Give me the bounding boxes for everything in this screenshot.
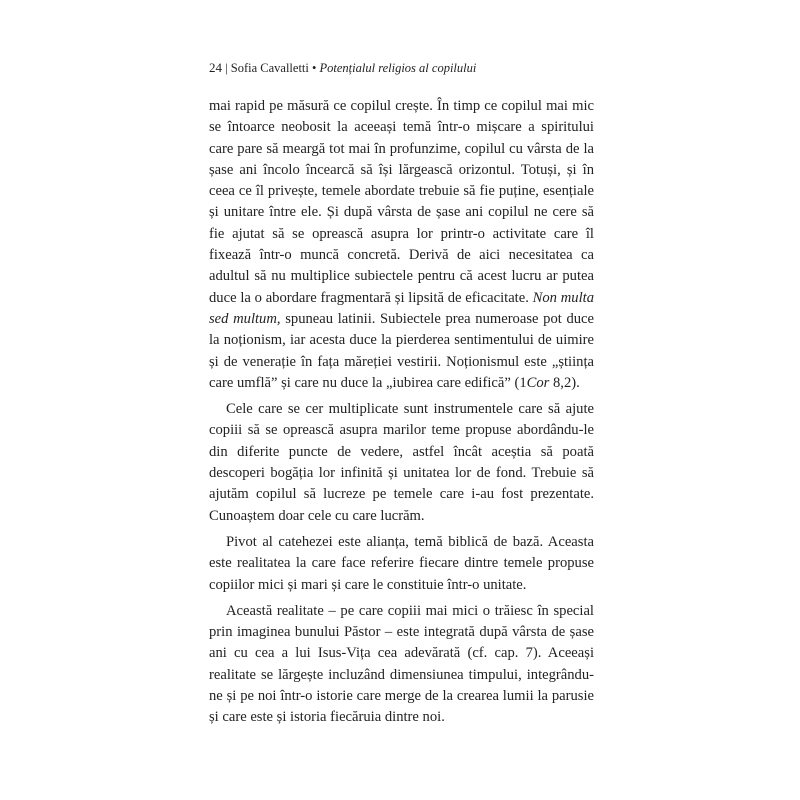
- page-number: 24: [209, 60, 222, 75]
- bible-reference-book: Cor: [526, 374, 550, 391]
- body-text: [209, 96, 594, 734]
- paragraph-4: Această realitate – pe care copiii mai mici o trăiesc în special prin imaginea bunului Păstor – este integrată după vârsta de șase ani cu cea a lui Isus-Vița cea adevărată (cf. cap. 7). Aceeași realitate se lărgește incluzând dimensiunea timpului, integrându-ne și pe noi într-o istorie care merge de la crearea lumii la parusie și care este și istoria fiecăruia dintre noi.: [209, 602, 594, 726]
- paragraph-1-text-a: mai rapid pe măsură ce copilul crește. În timp ce copilul mai mic se întoarce neobosit la aceeași temă într-o mișcare a spiritului care pare să meargă tot mai în profunzime, copilul cu vârsta de la șase ani încolo încearcă să își lărgească orizontul. Totuși, și în ceea ce îl privește, temele abordate trebuie să fie puține, esențiale și unitare între ele. Și după vârsta de șase ani copilul ne cere să fie ajutat să se oprească asupra lor printr-o activitate care îl fixează într-o muncă concretă. Derivă de aici necesitatea ca adultul să nu multiplice subiectele pentru că acest lucru ar putea duce la o abordare fragmentară și lipsită de eficacitate.: [209, 98, 594, 306]
- paragraph-1-text-c: 8,2).: [549, 374, 580, 391]
- header-author: Sofia Cavalletti: [230, 61, 309, 75]
- paragraph-1-text-b: , spuneau latinii. Subiectele prea numeroase pot duce la noționism, iar acesta duce la pierderea sentimentului de uimire și de venerație în fața măreției vestirii. Noționismul este „știința care umflă” și care nu duce la „iubirea care edifică” (1: [209, 310, 594, 391]
- paragraph-3: Pivot al catehezei este alianța, temă biblică de bază. Aceasta este realitatea la care face referire fiecare dintre temele propuse copiilor mici și mari și care le constituie într-o unitate.: [209, 533, 594, 593]
- paragraph-2: Cele care se cer multiplicate sunt instrumentele care să ajute copiii să se oprească asupra marilor teme propuse abordându-le din diferite puncte de vedere, astfel încât aceștia să poată descoperi bogăția lor infinită și unitatea lor de fond. Trebuie să ajutăm copilul să lucreze pe temele care i-au fost prezentate. Cunoaștem doar cele cu care lucrăm.: [209, 401, 594, 524]
- header-book-title: Potențialul religios al copilului: [319, 61, 477, 75]
- header-bullet: •: [312, 61, 317, 75]
- latin-phrase: Non multa sed multum: [209, 289, 594, 327]
- running-header: [209, 60, 609, 76]
- paragraph-1: [209, 96, 594, 394]
- header-separator: |: [225, 61, 228, 75]
